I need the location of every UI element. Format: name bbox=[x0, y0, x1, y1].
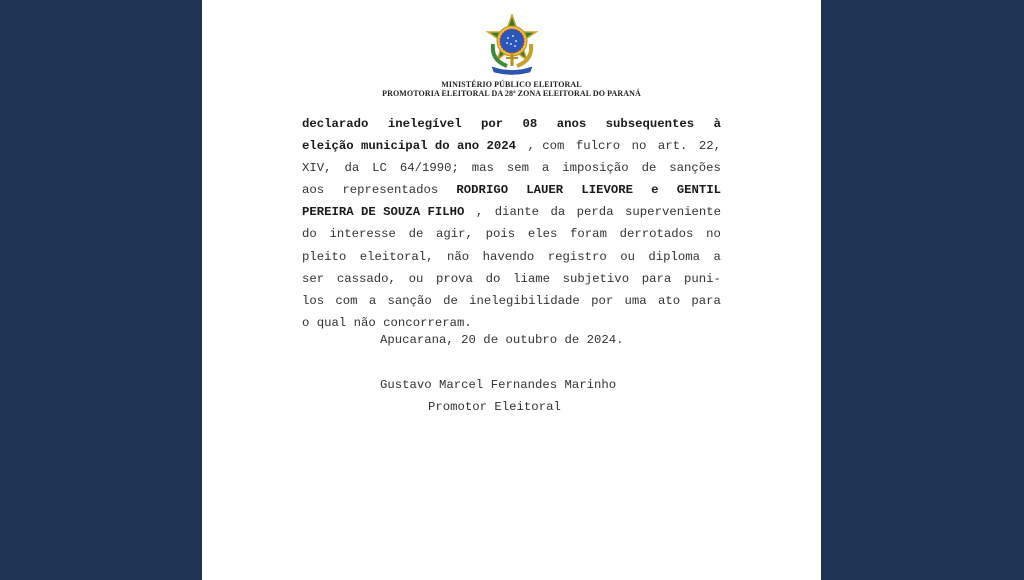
body-word: , com bbox=[527, 139, 565, 154]
document-page bbox=[202, 0, 821, 580]
brazil-coat-of-arms-icon bbox=[485, 14, 539, 76]
body-word: GENTIL bbox=[676, 183, 721, 198]
body-word: art. bbox=[657, 139, 688, 154]
body-word: eleitoral, bbox=[359, 249, 434, 264]
body-word: registro bbox=[547, 249, 607, 264]
body-word: o qual não concorreram. bbox=[302, 315, 472, 330]
body-word: pois bbox=[485, 227, 516, 242]
body-word: fulcro bbox=[575, 139, 621, 154]
body-word: cassado, bbox=[336, 271, 396, 286]
signature-title: Promotor Eleitoral bbox=[428, 400, 561, 414]
body-word: eleição municipal do ano 2024 bbox=[302, 139, 517, 154]
body-line bbox=[302, 135, 721, 157]
header-promotoria: PROMOTORIA ELEITORAL DA 28ª ZONA ELEITORAL DO PARANÁ bbox=[382, 89, 641, 98]
body-word: superveniente bbox=[625, 205, 721, 220]
body-word: derrotados bbox=[619, 227, 694, 242]
body-word: XIV, bbox=[302, 161, 332, 176]
body-word: anos bbox=[556, 117, 587, 131]
body-word: los bbox=[302, 293, 325, 308]
body-word: 64/1990; bbox=[399, 161, 459, 176]
body-line bbox=[302, 157, 721, 179]
body-line bbox=[302, 113, 721, 135]
body-word: no bbox=[706, 227, 721, 242]
body-line bbox=[302, 179, 721, 201]
body-word: uma bbox=[624, 293, 647, 308]
body-word: não bbox=[446, 249, 470, 264]
date-line: Apucarana, 20 de outubro de 2024. bbox=[380, 333, 624, 347]
body-word: subsequentes bbox=[605, 117, 695, 131]
signature-name: Gustavo Marcel Fernandes Marinho bbox=[380, 378, 617, 392]
body-word: representados bbox=[342, 183, 439, 198]
body-word: a bbox=[368, 293, 377, 308]
body-word: ou bbox=[620, 249, 635, 264]
body-word: eles bbox=[527, 227, 558, 242]
body-line bbox=[302, 246, 721, 268]
body-word: 08 bbox=[522, 117, 538, 131]
body-word: pleito bbox=[302, 249, 347, 264]
body-word: e bbox=[651, 183, 659, 198]
body-line bbox=[302, 201, 721, 223]
body-word: a bbox=[713, 249, 721, 264]
body-word: liame bbox=[513, 271, 550, 286]
body-word: ato bbox=[657, 293, 681, 308]
body-word: a bbox=[541, 161, 550, 176]
body-word: aos bbox=[302, 183, 325, 198]
document-body bbox=[302, 113, 721, 334]
body-line bbox=[302, 290, 721, 312]
body-word: agir, bbox=[436, 227, 473, 242]
body-word: de bbox=[641, 161, 657, 176]
body-word: foram bbox=[570, 227, 607, 242]
body-word: sem bbox=[506, 161, 529, 176]
body-word: inelegibilidade bbox=[469, 293, 580, 308]
body-line bbox=[302, 312, 721, 334]
body-word: do bbox=[485, 271, 501, 286]
body-line bbox=[302, 268, 721, 290]
body-word: de bbox=[408, 227, 424, 242]
body-word: de bbox=[443, 293, 458, 308]
body-word: à bbox=[713, 117, 721, 131]
body-word: sanções bbox=[669, 161, 721, 176]
body-word: da bbox=[550, 205, 566, 220]
body-word: LC bbox=[372, 161, 387, 176]
body-word: sanção bbox=[387, 293, 432, 308]
body-word: havendo bbox=[482, 249, 535, 264]
body-word: diante bbox=[494, 205, 539, 220]
body-word: puni- bbox=[683, 271, 721, 286]
body-word: PEREIRA DE SOUZA FILHO bbox=[302, 205, 465, 220]
body-word: mas bbox=[471, 161, 494, 176]
body-word: subjetivo bbox=[562, 271, 630, 286]
body-word: perda bbox=[576, 205, 614, 220]
body-word: ou bbox=[408, 271, 424, 286]
body-word: LAUER bbox=[526, 183, 564, 198]
body-word: do bbox=[302, 227, 317, 242]
body-word: da bbox=[344, 161, 360, 176]
body-word: por bbox=[591, 293, 614, 308]
body-word: diploma bbox=[648, 249, 701, 264]
body-line bbox=[302, 223, 721, 245]
header-ministry: MINISTÉRIO PÚBLICO ELEITORAL bbox=[441, 80, 582, 89]
body-word: 22, bbox=[698, 139, 721, 154]
body-word: LIEVORE bbox=[581, 183, 633, 198]
body-word: imposição bbox=[562, 161, 629, 176]
body-word: para bbox=[641, 271, 672, 286]
body-word: RODRIGO bbox=[456, 183, 509, 198]
body-word: declarado bbox=[302, 117, 369, 131]
body-word: , bbox=[475, 205, 484, 220]
body-word: interesse bbox=[329, 227, 396, 242]
body-word: por bbox=[481, 117, 504, 131]
body-word: no bbox=[631, 139, 647, 154]
body-word: inelegível bbox=[387, 117, 462, 131]
body-word: para bbox=[691, 293, 721, 308]
body-word: prova bbox=[436, 271, 473, 286]
body-word: ser bbox=[302, 271, 325, 286]
body-word: com bbox=[335, 293, 358, 308]
